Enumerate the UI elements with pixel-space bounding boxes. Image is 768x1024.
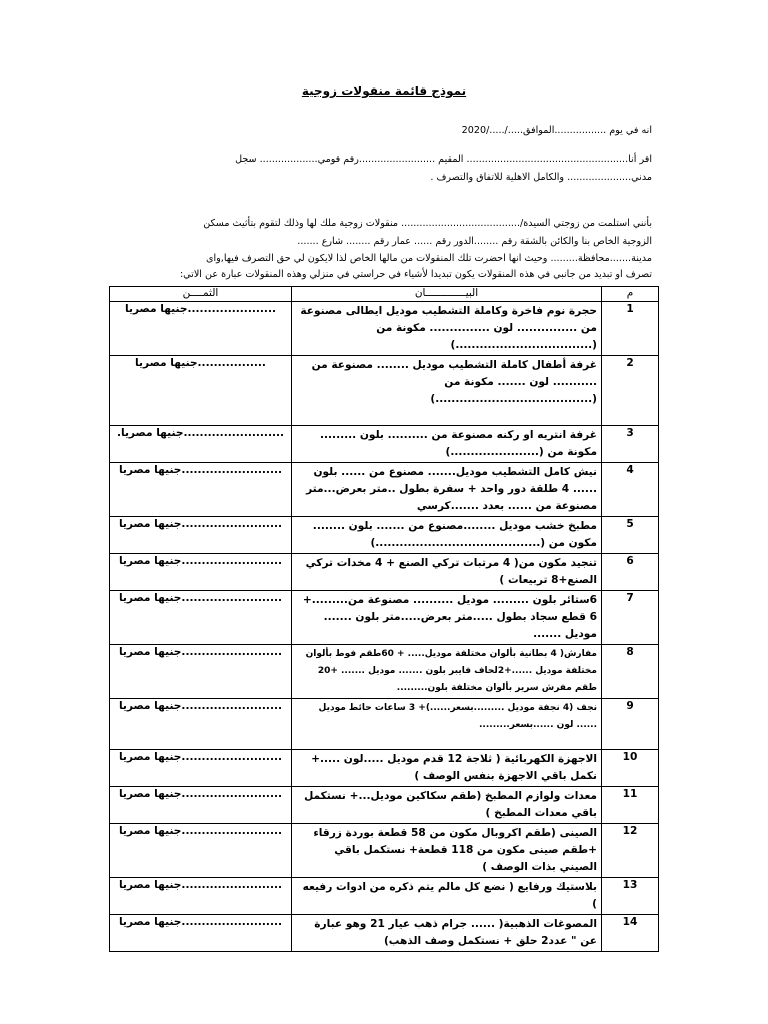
row-number: 6 (602, 554, 659, 591)
table-row (110, 645, 659, 699)
row-price: .........................جنيها مصريا (110, 787, 292, 824)
table-row (110, 915, 659, 952)
table-row (110, 824, 659, 878)
row-description: الصينى (طقم اكروبال مكون من 58 قطعة بوردة زرقاء +طقم صينى مكون من 118 قطعة+ نستكمل باقي الصيني بذات الوصف ) (292, 824, 602, 878)
furniture-inventory-table (109, 286, 659, 952)
table-row (110, 356, 659, 426)
row-number: 11 (602, 787, 659, 824)
acknowledgment-line-2: مدني..................... والكامل الاهلية للاتفاق والتصرف . (430, 172, 652, 183)
row-price: .................جنيها مصريا (110, 356, 292, 426)
table-row (110, 699, 659, 750)
row-description: 6ستائر بلون ......... موديل .......... مصنوعة من.........+ 6 قطع سجاد بطول .....متر بعرض.....متر بلون ....... موديل ....... (292, 591, 602, 645)
row-price: .........................جنيها مصريا (110, 824, 292, 878)
document-title: نموذج قائمة منقولات زوجية (301, 84, 467, 98)
row-price: ......................جنيها مصريا (110, 302, 292, 356)
acknowledgment-line-1: اقر أنا..................................................... المقيم .........................رقم قومي................... سجل (235, 154, 652, 165)
header-price: الثمــــن (110, 287, 292, 302)
row-price: .........................جنيها مصريا (110, 591, 292, 645)
row-number: 13 (602, 878, 659, 915)
header-number: م (602, 287, 659, 302)
statement-line-3: مدينة.......محافظة......... وحيث انها احضرت تلك المنقولات من مالها الخاص لذا لايكون لي حق التصرف فيها,واى (205, 253, 652, 264)
table-row (110, 517, 659, 554)
row-number: 4 (602, 463, 659, 517)
table-row (110, 554, 659, 591)
statement-line-2: الزوجية الخاص بنا والكائن بالشقة رقم ........الدور رقم ...... عمار رقم ........ شارع ....... (297, 236, 652, 247)
row-description: الاجهزة الكهربائية ( ثلاجة 12 قدم موديل .....لون .....+ نكمل باقي الاجهزة بنفس الوصف ) (292, 750, 602, 787)
row-description: حجرة نوم فاخرة وكاملة التشطيب موديل ايطالى مصنوعة من ............... لون ............... مكونة من (..................................) (292, 302, 602, 356)
row-description: مفارش( 4 بطانية بألوان مختلفة موديل..... + 60طقم فوط بألوان مختلفة موديل ......+2لحاف فايبر بلون ....... موديل ....... +20 طقم مفرش سرير بألوان مختلفة بلون......... (292, 645, 602, 699)
statement-line-4: تصرف او تبديد من جانبي في هذه المنقولات يكون تبديدا لأشياء في حراستي في منزلي وهذه المنقولات عبارة عن الاتي: (179, 269, 652, 280)
row-number: 5 (602, 517, 659, 554)
table-row (110, 302, 659, 356)
row-number: 8 (602, 645, 659, 699)
table-row (110, 591, 659, 645)
row-description: نيش كامل التشطيب موديل....... مصنوع من ...... بلون ...... 4 طلقة دور واحد + سفرة بطول ..متر بعرض...متر مصنوعة من ...... بعدد .......كرسي (292, 463, 602, 517)
row-description: تنجيد مكون من( 4 مرتبات تركي الصنع + 4 مخدات تركي الصنع+8 تربيعات ) (292, 554, 602, 591)
table-row (110, 878, 659, 915)
row-number: 10 (602, 750, 659, 787)
row-description: مطبخ خشب موديل ........مصنوع من ....... بلون ........ مكون من (.........................................) (292, 517, 602, 554)
row-description: غرفة أطفال كاملة التشطيب موديل ........ مصنوعة من ........... لون ....... مكونة من (.......................................) (292, 356, 602, 426)
date-line: انه في يوم .................الموافق...../...../2020 (461, 125, 652, 136)
row-price: .........................جنيها مصريا (110, 645, 292, 699)
row-price: .........................جنيها مصريا (110, 554, 292, 591)
header-description: البيـــــــــــــان (292, 287, 602, 302)
row-price: .........................جنيها مصريا (110, 517, 292, 554)
table-row (110, 426, 659, 463)
row-price: .........................جنيها مصريا (110, 915, 292, 952)
row-price: .........................جنيها مصريا (110, 750, 292, 787)
row-number: 3 (602, 426, 659, 463)
row-price: .........................جنيها مصريا (110, 878, 292, 915)
row-description: المصوغات الذهبية( ...... جرام ذهب عيار 21 وهو عبارة عن " عدد2 حلق + نستكمل وصف الذهب) (292, 915, 602, 952)
row-price: .........................جنيها مصريا (110, 699, 292, 750)
table-row (110, 463, 659, 517)
row-description: بلاستيك ورفايع ( نضع كل مالم يتم ذكره من ادوات رفيعه ) (292, 878, 602, 915)
row-number: 12 (602, 824, 659, 878)
table-header-row (110, 287, 659, 302)
row-price: .........................جنيها مصريا. (110, 426, 292, 463)
row-number: 14 (602, 915, 659, 952)
row-number: 1 (602, 302, 659, 356)
table-row (110, 787, 659, 824)
row-description: نجف (4 نجفة موديل .........بسعر......)+ 3 ساعات حائط موديل ...... لون ......بسعر......... (292, 699, 602, 750)
row-number: 9 (602, 699, 659, 750)
table-row (110, 750, 659, 787)
statement-line-1: بأنني استلمت من زوجتي السيدة/....................................... منقولات زوجية ملك لها وذلك لتقوم بتأثيث مسكن (203, 218, 652, 229)
row-number: 2 (602, 356, 659, 426)
row-number: 7 (602, 591, 659, 645)
row-description: غرفة انتريه او ركنه مصنوعة من .......... بلون ......... مكونة من (......................) (292, 426, 602, 463)
row-description: معدات ولوازم المطبخ (طقم سكاكين موديل...+ نستكمل باقي معدات المطبخ ) (292, 787, 602, 824)
row-price: .........................جنيها مصريا (110, 463, 292, 517)
